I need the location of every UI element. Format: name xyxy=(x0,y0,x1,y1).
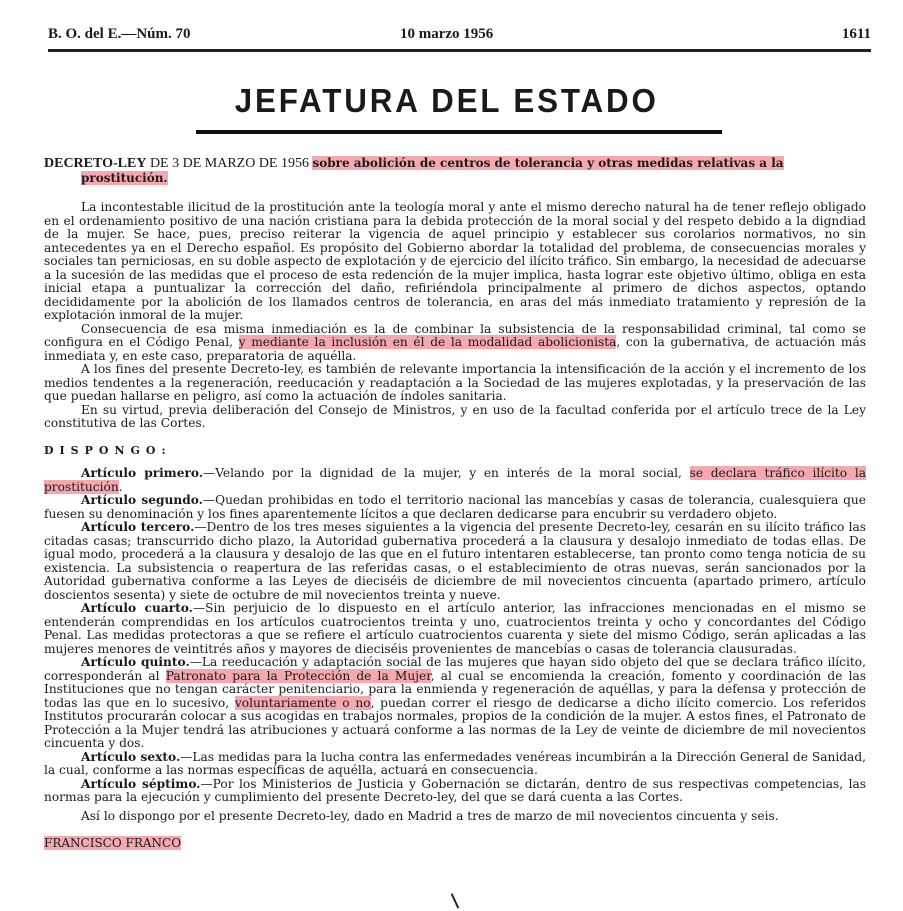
highlight-abolicionista: y mediante la inclusión en él de la modalidad abolicionista xyxy=(238,335,617,349)
document-body xyxy=(44,156,866,851)
page-number: 1611 xyxy=(841,26,871,42)
section-title: JEFATURA DEL ESTADO xyxy=(234,82,659,119)
article-title: Artículo sexto. xyxy=(81,749,181,764)
preamble-paragraph: En su virtud, previa deliberación del Consejo de Ministros, y en uso de la facultad conferida por el artículo trece de la Ley constitutiva de las Cortes. xyxy=(44,402,866,430)
preamble-paragraph: La incontestable ilicitud de la prostitución ante la teología moral y ante el mismo derecho natural ha de tener reflejo obligado en el ordenamiento positivo de una nación cristiana para la debida protección de la moral social y del respeto debido a la digndiad de la mujer. Se hace, pues, preciso reiterar la vigencia de aquel principio y establecer sus corolarios normativos, no sin antecedentes ya en el Derecho español. Es propósito del Gobierno abordar la totalidad del problema, de consecuencias morales y sociales tan perniciosas, en su doble aspecto de explotación y de ejercicio del ilícito tráfico. Sin embargo, la necesidad de adecuarse a la sucesión de las medidas que el proceso de esta redención de la mujer implica, hasta lograr este objetivo último, obliga en esta inicial etapa a puntualizar la corrección del daño, refiriéndola principalmente al primero de dichos aspectos, optando decididamente por la abolición de los llamados centros de tolerancia, en aras del más inmediato tratamiento y represión de la explotación inmoral de la mujer. xyxy=(44,200,866,322)
scan-artifact-mark xyxy=(451,893,460,908)
decree-subject-highlight: sobre abolición de centros de tolerancia y otras medidas relativas a la xyxy=(312,156,784,170)
header-rule xyxy=(48,49,871,52)
publication-number: B. O. del E.—Núm. 70 xyxy=(48,26,191,42)
decree-heading xyxy=(44,156,866,186)
signature xyxy=(44,837,866,851)
decree-type: DECRETO-LEY xyxy=(44,156,147,171)
article-4: Artículo cuarto.—Sin perjuicio de lo dispuesto en el artículo anterior, las infracciones mencionadas en el mismo se entenderán comprendidas en los artículos cuatrocientos treinta y uno, cuatrocientos treinta y ocho y concordantes del Código Penal. Las medidas protectoras a que se refiere el artículo cuatrocientos cuarenta y siete del mismo Código, serán aplicadas a las mujeres menores de veintitrés años y mayores de dieciséis provenientes de mancebías o casas de tolerancia clausuradas. xyxy=(44,601,867,656)
highlight-voluntariamente: voluntariamente o no xyxy=(234,695,371,710)
article-2: Artículo segundo.—Quedan prohibidas en todo el territorio nacional las mancebías y casas de tolerancia, cualesquiera que fuesen su denominación y los fines aparentemente lícitos a que declaren dedicarse para encubrir su verdadero objeto. xyxy=(44,493,866,521)
decree-subject-highlight-cont: prostitución. xyxy=(81,171,168,185)
dispongo-heading: DISPONGO: xyxy=(44,443,172,457)
article-title: Artículo tercero. xyxy=(81,520,195,534)
article-title: Artículo séptimo. xyxy=(81,776,201,791)
highlight-patronato: Patronato para la Protección de la Mujer xyxy=(165,668,431,683)
article-7: Artículo séptimo.—Por los Ministerios de Justicia y Gobernación se dictarán, dentro de sus respectivas competencias, las normas para la ejecución y cumplimiento del presente Decreto-ley, del que se dará cuenta a las Cortes. xyxy=(44,776,866,804)
title-rule xyxy=(196,130,722,134)
closing-statement: Así lo dispongo por el presente Decreto-ley, dado en Madrid a tres de marzo de mil novecientos cincuenta y seis. xyxy=(81,808,779,823)
signature-highlight: FRANCISCO FRANCO xyxy=(44,836,182,850)
preamble-paragraph: Consecuencia de esa misma inmediación es la de combinar la subsistencia de la responsabilidad criminal, tal como se configura en el Código Penal, y mediante la inclusión en él de la modalidad abolicionista, con la gubernativa, de actuación más inmediata y, en este caso, preparatoria de aquélla. xyxy=(44,321,866,363)
article-title: Artículo primero. xyxy=(81,466,204,480)
decree-date: DE 3 DE MARZO DE 1956 xyxy=(146,156,313,171)
highlight-trafico-ilicito: se declara tráfico ilícito la prostitución xyxy=(44,466,866,494)
article-title: Artículo segundo. xyxy=(81,493,203,507)
article-1: Artículo primero.—Velando por la dignidad de la mujer, y en interés de la moral social, se declara tráfico ilícito la prostitución. xyxy=(44,466,866,494)
page-header xyxy=(48,26,871,48)
article-6: Artículo sexto.—Las medidas para la lucha contra las enfermedades venéreas incumbirán a la Dirección General de Sanidad, la cual, conforme a las normas específicas de aquélla, actuará en consecuencia. xyxy=(44,749,866,777)
article-5: Artículo quinto.—La reeducación y adaptación social de las mujeres que hayan sido objeto del que se declara tráfico ilícito, corresponderán al Patronato para la Protección de la Mujer, al cual se encomienda la creación, fomento y coordinación de las Instituciones que no tengan carácter penitenciario, para la enmienda y regeneración de aquéllas, y para la defensa y protección de todas las que en lo sucesivo, voluntariamente o no, puedan correr el riesgo de dedicarse a dicho ilícito comercio. Los referidos Institutos procurarán colocar a sus acogidas en trabajos normales, propios de la condición de la mujer. A estos fines, el Patronato de Protección a la Mujer tendrá las atribuciones y actuará conforme a las normas de la Ley de veinte de diciembre de mil novecientos cincuenta y dos. xyxy=(44,655,867,750)
publication-date: 10 marzo 1956 xyxy=(400,26,494,42)
article-title: Artículo cuarto. xyxy=(81,601,193,615)
preamble-paragraph: A los fines del presente Decreto-ley, es también de relevante importancia la intensificación de la acción y el incremento de los medios tendentes a la regeneración, reeducación y readaptación a la Sociedad de las mujeres explotadas, y la preservación de las que puedan hallarse en peligro, así como la actuación de índoles sanitaria. xyxy=(44,362,866,403)
article-3: Artículo tercero.—Dentro de los tres meses siguientes a la vigencia del presente Decreto-ley, cesarán en su ilícito tráfico las citadas casas; transcurrido dicho plazo, la Autoridad gubernativa procederá a la clausura y desalojo inmediato de todas ellas. De igual modo, procederá a la clausura y desalojo de las que en el futuro intentaren establecerse, tan pronto como tenga noticia de su existencia. La subsistencia o reapertura de las referidas casas, o el establecimiento de otras nuevas, serán sancionados por la Autoridad gubernativa conforme a las Leyes de dieciséis de diciembre de mil novecientos cincuenta (apartado primero, artículo doscientos sesenta) y siete de octubre de mil novecientos treinta y nueve. xyxy=(44,520,867,602)
article-title: Artículo quinto. xyxy=(81,655,190,669)
